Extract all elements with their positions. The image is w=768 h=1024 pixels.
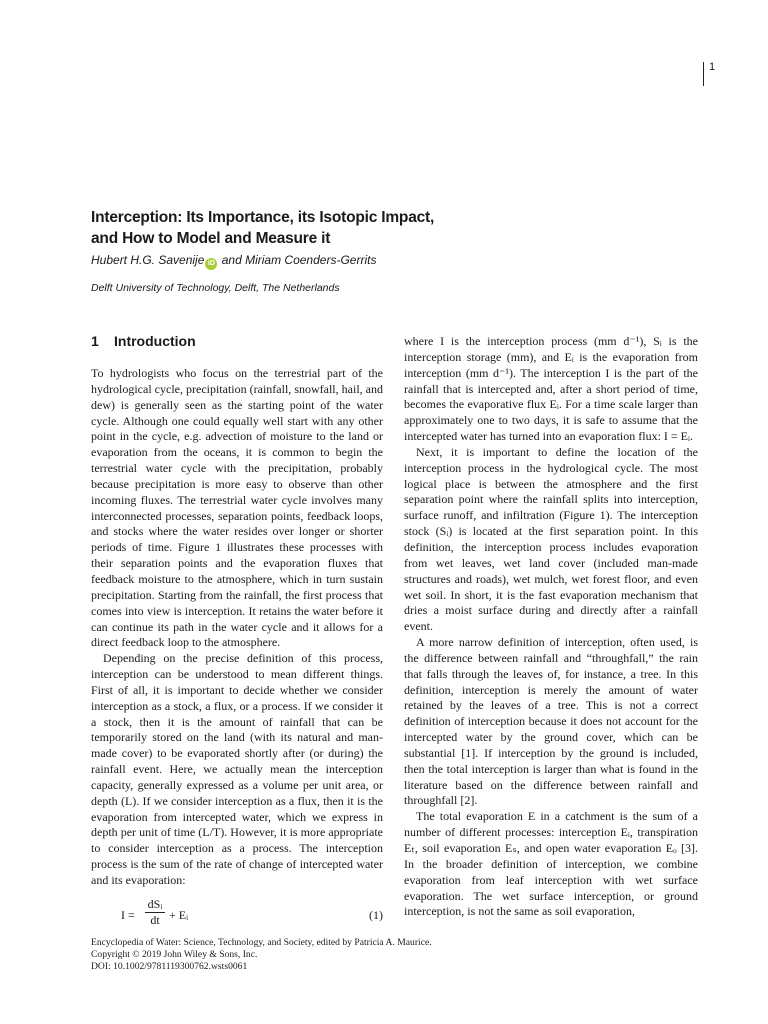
page-number: 1 (709, 61, 716, 73)
equation-number: (1) (369, 908, 383, 922)
author-list (91, 253, 376, 270)
paragraph: Depending on the precise definition of this process, interception can be understood to mean different things. First of all, it is important to decide whether we consider interception as a stock, a flux, or a process. If we consider it a stock, then it is the amount of rainfall that can be temporarily stored on the land (with its natural and man-made cover) to be evaporated shortly after (or during) the rainfall event. Here, we actually mean the interception capacity, generally expressed as a volume per unit area, or depth (L). If we consider interception as a flux, then it is the evaporation from intercepted water, which we express in depth per unit of time (L/T). However, it is more appropriate to consider interception as a process. The interception process is the sum of the rate of change of intercepted water and its evaporation: (91, 651, 383, 887)
section-title: Introduction (114, 333, 196, 349)
fraction-numerator: dSᵢ (145, 897, 165, 913)
section-heading (91, 333, 196, 349)
paragraph: where I is the interception process (mm d⁻¹), Sᵢ is the interception storage (mm), and Eᵢ is the evaporation from interception (mm d⁻¹). The interception I is the part of the rainfall that is intercepted and, after a short period of time, becomes the evaporative flux Eᵢ. For a time scale larger than approximately one to two days, it is safe to assume that the intercepted water has turned into an evaporation flux: I = Eᵢ. (404, 334, 698, 444)
section-number: 1 (91, 333, 99, 349)
footnote-source: Encyclopedia of Water: Science, Technology, and Society, edited by Patricia A. Maurice. (91, 937, 432, 948)
title-line-1: Interception: Its Importance, its Isotopic Impact, (91, 209, 435, 226)
page-number-rule (703, 62, 704, 86)
equation-fraction (145, 897, 165, 928)
author-name: Hubert H.G. Savenije (91, 253, 205, 267)
footnote-copyright: Copyright © 2019 John Wiley & Sons, Inc. (91, 949, 258, 960)
paragraph: The total evaporation E in a catchment is the sum of a number of different processes: interception Eᵢ, transpiration Eₜ, soil evaporation Eₛ, and open water evaporation Eₒ [3]. In the broader definition of interception, we combine evaporation from leaf interception with wet surface evaporation. The wet surface interception, or ground interception, is not the same as soil evaporation, (404, 809, 698, 919)
copyright-footnote (91, 937, 432, 973)
equation-lhs: I = (121, 908, 135, 922)
author-name-rest: and Miriam Coenders-Gerrits (221, 253, 377, 267)
right-column (404, 334, 698, 920)
paragraph: A more narrow definition of interception, often used, is the difference between rainfall and “throughfall,” the rain that falls through the leaves of, for instance, a tree. In this definition, interception is merely the amount of water retained by the leaves of a tree. This is not a correct definition of interception because it does not account for the intercepted water by the ground cover, which can be substantial [1]. If interception by the ground is included, then the total interception is larger than what is found in the literature based on the difference between rainfall and throughfall [2]. (404, 635, 698, 808)
left-column (91, 366, 383, 889)
footnote-doi[interactable]: DOI: 10.1002/9781119300762.wsts0061 (91, 961, 248, 972)
paragraph: Next, it is important to define the location of the interception process in the hydrological cycle. The most logical place is between the atmosphere and the first separation point where the rainfall splits into interception, surface runoff, and infiltration (Figure 1). The interception stock (Sᵢ) is located at the first separation point. In this definition, the interception process includes evaporation from wet leaves, wet land cover (included man-made structures and roads), wet mulch, wet forest floor, and even wet soil. In short, it is the fast evaporation mechanism that dries a moist surface during and directly after a rainfall event. (404, 444, 698, 634)
article-title (91, 207, 651, 249)
orcid-icon[interactable]: iD (205, 258, 217, 270)
equation-1 (121, 897, 383, 933)
equation-rhs: + Eᵢ (169, 908, 189, 922)
paragraph: To hydrologists who focus on the terrestrial part of the hydrological cycle, precipitation (rainfall, snowfall, hail, and dew) is generally seen as the starting point of the water cycle. Although one could equally well start with any other point in the cycle, e.g. advection of moisture to the land or evaporation from the oceans, it is common to begin the terrestrial water cycle with the precipitation, probably because precipitation is more easy to observe than other incoming fluxes. The terrestrial water cycle involves many interconnected processes, separation points, feedback loops, and stocks where the water resides over longer or shorter periods of time. Figure 1 illustrates these processes with their separation points and the evaporation fluxes that feedback moisture to the atmosphere, which in turn sustain precipitation. Starting from the rainfall, the first process that comes into view is interception. It retains the water before it can continue its path in the water cycle and it allows for a direct feedback loop to the atmosphere. (91, 366, 383, 650)
title-line-2: and How to Model and Measure it (91, 230, 331, 247)
fraction-denominator: dt (150, 913, 160, 927)
affiliation: Delft University of Technology, Delft, The Netherlands (91, 282, 340, 294)
